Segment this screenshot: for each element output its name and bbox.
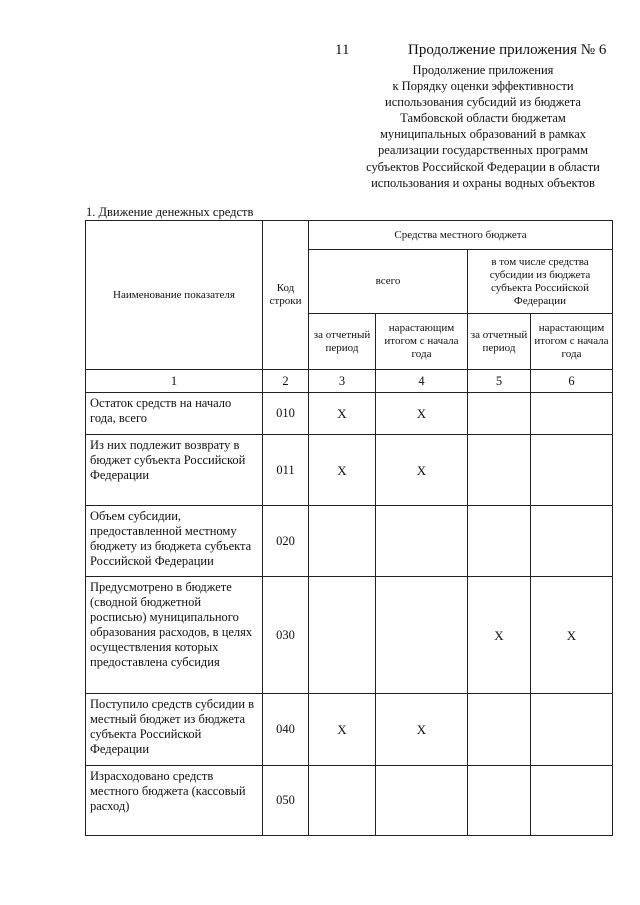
cell-value [531, 766, 613, 836]
header-incl-subsidy: в том числе средства субсидии из бюджета субъекта Российской Федерации [468, 250, 613, 314]
cell-value [531, 393, 613, 435]
cell-value: X [309, 393, 376, 435]
cell-value [376, 577, 468, 694]
header-period: за отчетный период [309, 314, 376, 370]
row-code: 011 [263, 435, 309, 506]
cell-value [468, 393, 531, 435]
header-name: Наименование показателя [86, 221, 263, 370]
cell-value [531, 435, 613, 506]
header-cumulative: нарастающим итогом с начала года [376, 314, 468, 370]
cell-value: X [531, 577, 613, 694]
header-cumulative: нарастающим итогом с начала года [531, 314, 613, 370]
cell-value: X [468, 577, 531, 694]
column-number: 5 [468, 370, 531, 393]
row-name: Объем субсидии, предоставленной местному бюджету из бюджета субъекта Российской Федерации [86, 506, 263, 577]
column-number: 6 [531, 370, 613, 393]
row-code: 010 [263, 393, 309, 435]
table-row [86, 577, 613, 694]
row-name: Израсходовано средств местного бюджета (кассовый расход) [86, 766, 263, 836]
cell-value [468, 506, 531, 577]
subheader-line: муниципальных образований в рамках [379, 127, 587, 142]
header-total: всего [309, 250, 468, 314]
table-row [86, 694, 613, 766]
subheader-line: использования субсидий из бюджета [385, 95, 581, 110]
row-code: 040 [263, 694, 309, 766]
subheader-line: Продолжение приложения [412, 63, 554, 77]
row-code: 020 [263, 506, 309, 577]
cell-value: X [376, 393, 468, 435]
subheader-line: реализации государственных программ [377, 143, 589, 158]
cell-value: X [309, 435, 376, 506]
cell-value [376, 766, 468, 836]
cell-value [309, 766, 376, 836]
cash-flow-table [85, 220, 613, 836]
cell-value [309, 506, 376, 577]
row-name: Поступило средств субсидии в местный бюджет из бюджета субъекта Российской Федерации [86, 694, 263, 766]
column-number: 3 [309, 370, 376, 393]
row-name: Из них подлежит возврату в бюджет субъекта Российской Федерации [86, 435, 263, 506]
table-row [86, 766, 613, 836]
subheader-line: Тамбовской области бюджетам [400, 111, 566, 126]
column-number: 1 [86, 370, 263, 393]
cell-value [376, 506, 468, 577]
section-title: 1. Движение денежных средств [86, 205, 254, 219]
row-name: Предусмотрено в бюджете (сводной бюджетной росписью) муниципального образования расходов, в целях осуществления которых предоставлена субсидия [86, 577, 263, 694]
cell-value: X [376, 694, 468, 766]
table-row [86, 506, 613, 577]
cell-value [531, 694, 613, 766]
table-row [86, 393, 613, 435]
table-row [86, 435, 613, 506]
page-number: 11 [335, 42, 350, 58]
row-name: Остаток средств на начало года, всего [86, 393, 263, 435]
cell-value [531, 506, 613, 577]
row-code: 030 [263, 577, 309, 694]
cell-value [468, 766, 531, 836]
cell-value: X [376, 435, 468, 506]
appendix-title: Продолжение приложения № 6 [408, 42, 607, 58]
column-number: 4 [376, 370, 468, 393]
header-period: за отчетный период [468, 314, 531, 370]
cell-value: X [309, 694, 376, 766]
cell-value [468, 435, 531, 506]
row-code: 050 [263, 766, 309, 836]
header-local-budget: Средства местного бюджета [309, 221, 613, 250]
header-code: Код строки [263, 221, 309, 370]
subheader-line: к Порядку оценки эффективности [392, 79, 574, 94]
cell-value [309, 577, 376, 694]
cell-value [468, 694, 531, 766]
column-number: 2 [263, 370, 309, 393]
appendix-subheader [340, 62, 626, 191]
subheader-line: использования и охраны водных объектов [371, 175, 595, 190]
subheader-line: субъектов Российской Федерации в области [366, 159, 600, 174]
